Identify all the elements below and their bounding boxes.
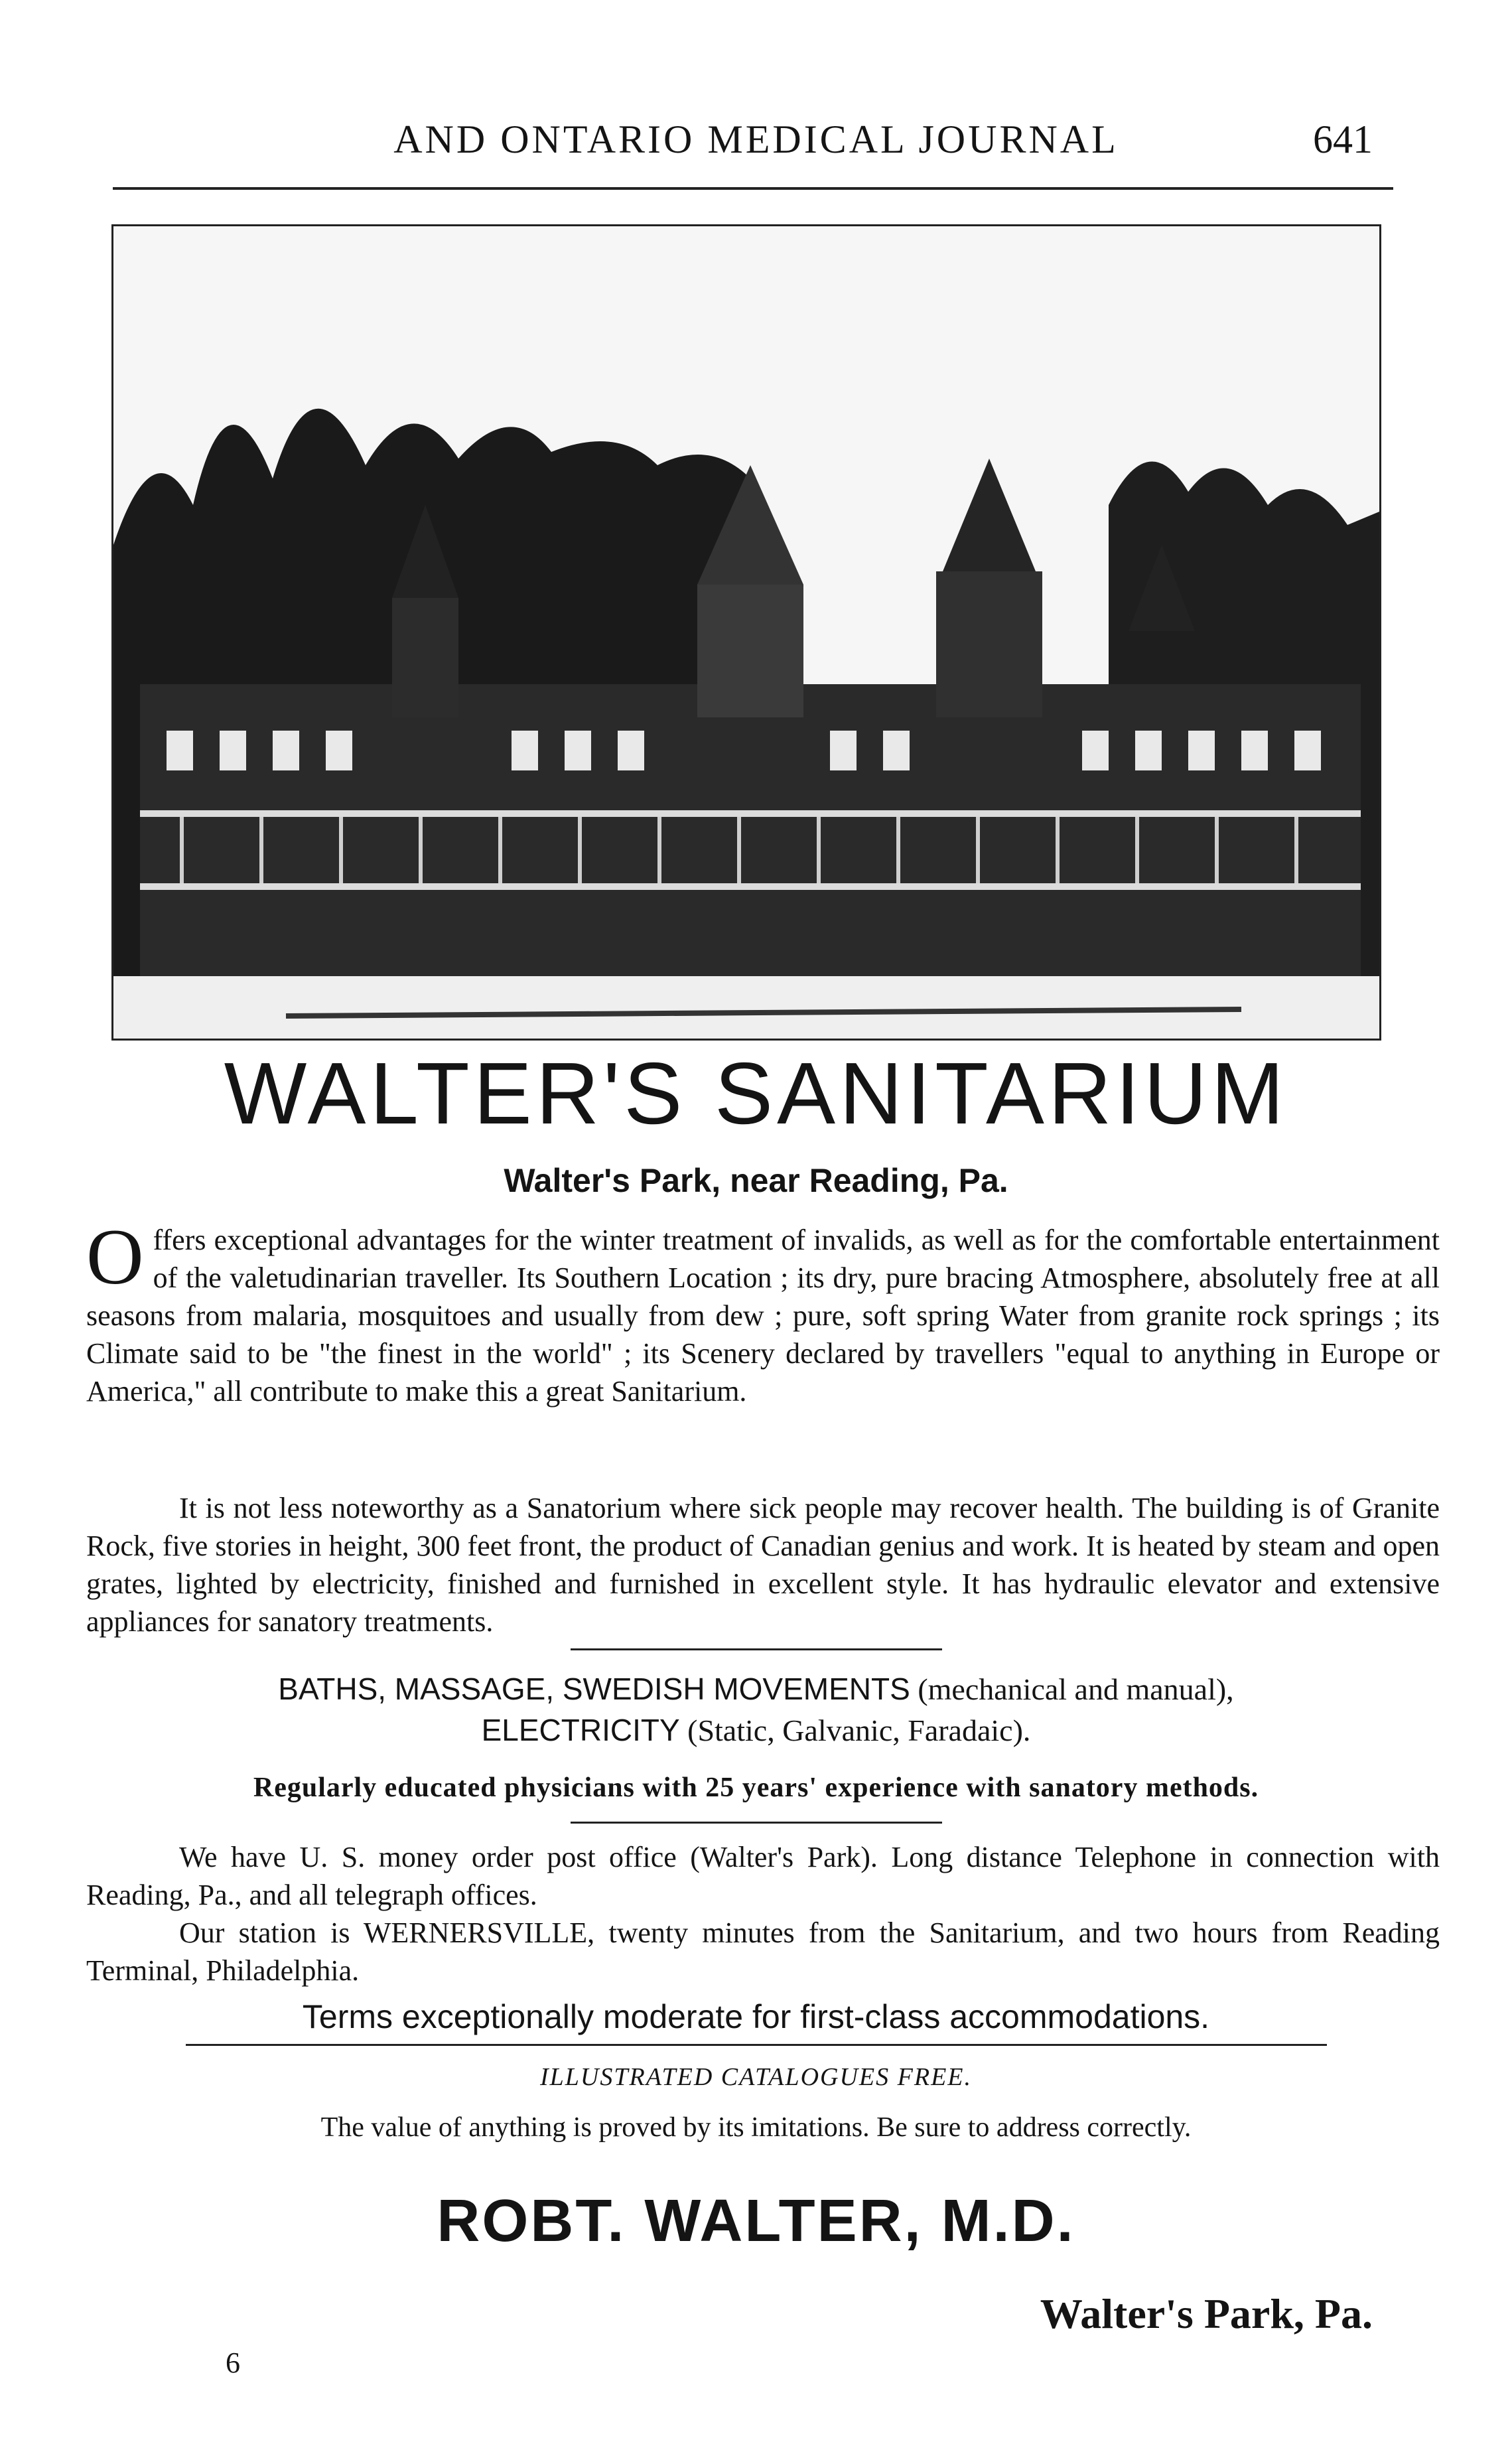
electricity-caps: ELECTRICITY (481, 1713, 680, 1747)
sanitarium-photo (111, 224, 1381, 1041)
terms-line: Terms exceptionally moderate for first-class accommodations. (302, 1998, 1210, 2035)
services-note: (mechanical and manual), (918, 1672, 1234, 1706)
catalogues-line: ILLUSTRATED CATALOGUES FREE. (540, 2063, 972, 2091)
paragraph-advantages-text: ffers exceptional advantages for the winter treatment of invalids, as well as for the comfortable entertainment of the valetudinarian traveller. Its Southern Location ; its dry, pure bracing Atmosphere, absolutely free at all seasons from malaria, mosquitoes and usually from dew ; pure, soft spring Water from granite rock springs ; its Climate said to be "the finest in the world" ; its Scenery declared by travellers "equal to anything in Europe or America," all contribute to make this a great Sanitarium. (86, 1224, 1440, 1408)
header-rule (113, 187, 1393, 190)
signature-mark: 6 (226, 2347, 240, 2379)
paragraph-station: Our station is WERNERSVILLE, twenty minutes from the Sanitarium, and two hours from Reading Terminal, Philadelphia. (86, 1916, 1440, 1987)
journal-title: AND ONTARIO MEDICAL JOURNAL (393, 117, 1119, 161)
terms-rule (186, 2044, 1327, 2046)
electricity-note: (Static, Galvanic, Faradaic). (687, 1713, 1031, 1747)
paragraph-sanatorium: It is not less noteworthy as a Sanatorium where sick people may recover health. The building is of Granite Rock, five stories in height, 300 feet front, the product of Canadian genius and work. It is heated by steam and open grates, lighted by electricity, finished and furnished in excellent style. It has hydraulic elevator and extensive appliances for sanatory treatments. (86, 1492, 1440, 1638)
services-caps: BATHS, MASSAGE, SWEDISH MOVEMENTS (278, 1672, 910, 1706)
location-subtitle: Walter's Park, near Reading, Pa. (504, 1162, 1008, 1199)
sanitarium-title: WALTER'S SANITARIUM (224, 1045, 1288, 1142)
page-number: 641 (1313, 117, 1373, 161)
paragraph-advantages (86, 1212, 1440, 1410)
section-rule-2 (571, 1822, 942, 1824)
proprietor-name: ROBT. WALTER, M.D. (437, 2188, 1075, 2254)
section-rule (571, 1648, 942, 1650)
paragraph-post-office: We have U. S. money order post office (Walter's Park). Long distance Telephone in connection with Reading, Pa., and all telegraph offices. (86, 1841, 1440, 1911)
drop-cap: O (86, 1212, 144, 1301)
services-line-1 (0, 1671, 1512, 1707)
services-line-2 (0, 1712, 1512, 1748)
proprietor-address: Walter's Park, Pa. (1040, 2290, 1373, 2337)
sanitarium-engraving (113, 226, 1379, 1039)
imitations-line: The value of anything is proved by its imitations. Be sure to address correctly. (320, 2112, 1192, 2143)
physicians-line: Regularly educated physicians with 25 years' experience with sanatory methods. (253, 1772, 1259, 1803)
